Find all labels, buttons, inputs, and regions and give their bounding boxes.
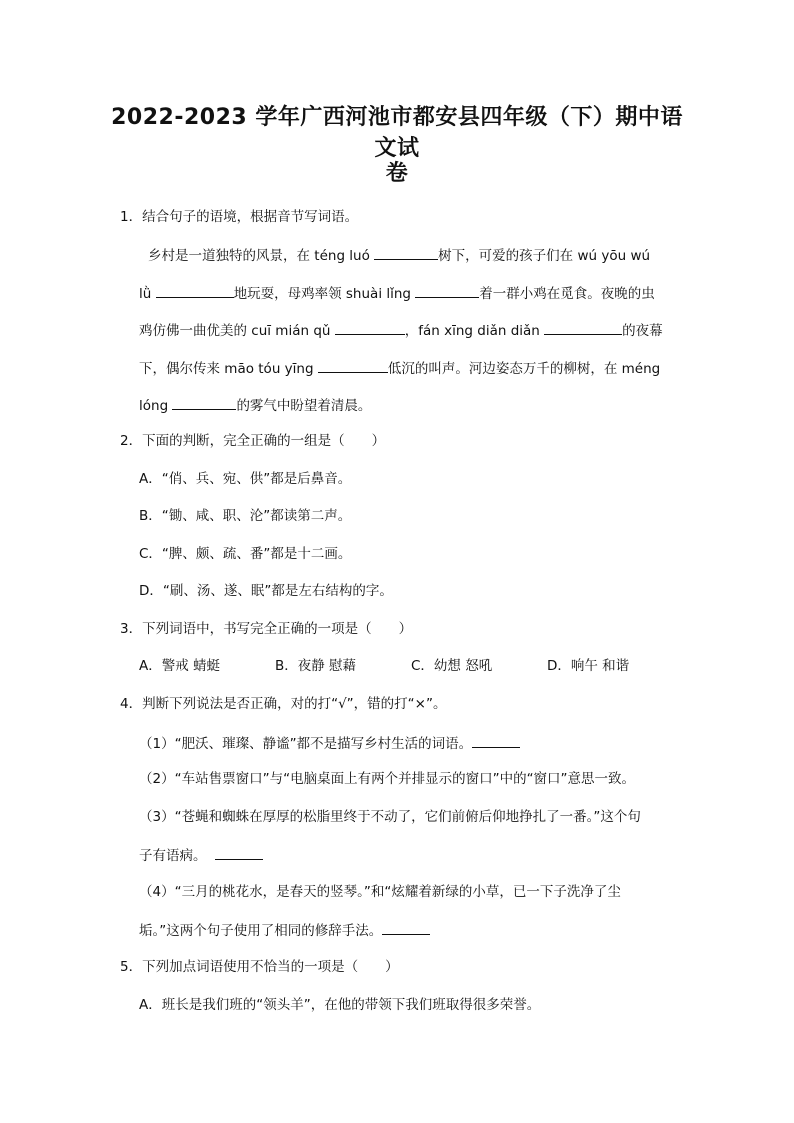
- q1-text: lóng: [139, 398, 173, 414]
- q5-stem: 5．下列加点词语使用不恰当的一项是（ ）: [120, 959, 399, 975]
- q3-option-c[interactable]: C．幼想 怒吼: [411, 658, 493, 674]
- q4-text: （1）“肥沃、璀璨、静谧”都不是描写乡村生活的词语。: [139, 736, 473, 752]
- q2-option-d[interactable]: D．“刷、汤、遂、眠”都是左右结构的字。: [139, 583, 393, 599]
- q1-text: 鸡仿佛一曲优美的 cuī mián qǔ: [139, 323, 335, 339]
- q4-stem: 4．判断下列说法是否正确，对的打“√”，错的打“×”。: [120, 696, 447, 712]
- q4-statement-2: （2）“车站售票窗口”与“电脑桌面上有两个并排显示的窗口”中的“窗口”意思一致。: [139, 771, 636, 787]
- q1-line4: [139, 358, 660, 378]
- answer-blank[interactable]: [382, 920, 430, 935]
- q3-options: [139, 657, 629, 675]
- q1-text: 地玩耍，母鸡率领 shuài lǐng: [233, 286, 416, 302]
- exam-title-line2: 卷: [385, 161, 409, 186]
- q1-text: ，fán xīng diǎn diǎn: [404, 323, 545, 339]
- q4-text: 子有语病。: [139, 848, 207, 864]
- answer-blank[interactable]: [374, 245, 438, 260]
- answer-blank[interactable]: [544, 320, 622, 335]
- q2-stem: 2．下面的判断，完全正确的一组是（ ）: [120, 433, 386, 449]
- q2-option-a[interactable]: A．“俏、兵、宛、供”都是后鼻音。: [139, 471, 352, 487]
- answer-blank[interactable]: [472, 733, 520, 748]
- q4-statement-3: （3）“苍蝇和蜘蛛在厚厚的松脂里终于不动了，它们前俯后仰地挣扎了一番。”这个句: [139, 809, 641, 825]
- q4-statement-4-cont: [139, 920, 430, 940]
- q1-text: 的雾气中盼望着清晨。: [236, 398, 372, 414]
- q1-text: 低沉的叫声。河边姿态万千的柳树，在 méng: [387, 361, 661, 377]
- answer-blank[interactable]: [172, 395, 236, 410]
- answer-blank[interactable]: [335, 320, 405, 335]
- q1-stem: 1．结合句子的语境，根据音节写词语。: [120, 209, 359, 225]
- q1-text: 下，偶尔传来 māo tóu yīng: [139, 361, 318, 377]
- q3-option-a[interactable]: A．警戒 蜻蜓: [139, 658, 221, 674]
- q1-line5: [139, 395, 371, 415]
- q4-text: 垢。”这两个句子使用了相同的修辞手法。: [139, 923, 383, 939]
- q4-statement-3-cont: [139, 845, 263, 865]
- q1-text: 的夜幕: [622, 323, 663, 339]
- answer-blank[interactable]: [415, 283, 479, 298]
- q5-option-a[interactable]: A．班长是我们班的“领头羊”，在他的带领下我们班取得很多荣誉。: [139, 997, 541, 1013]
- q1-line3: [139, 320, 663, 340]
- q3-option-d[interactable]: D．响午 和谐: [547, 658, 630, 674]
- q1-text: 乡村是一道独特的风景，在 téng luó: [148, 248, 375, 264]
- q3-stem: 3．下列词语中，书写完全正确的一项是（ ）: [120, 621, 413, 637]
- q1-text: 树下，可爱的孩子们在 wú yōu wú: [438, 248, 651, 264]
- q1-line2: [139, 283, 655, 303]
- exam-title-line1: 2022-2023 学年广西河池市都安县四年级（下）期中语文试: [111, 105, 683, 161]
- q2-option-b[interactable]: B．“锄、咸、职、沦”都读第二声。: [139, 508, 352, 524]
- answer-blank[interactable]: [318, 358, 388, 373]
- q4-statement-4: （4）“三月的桃花水，是春天的竖琴。”和“炫耀着新绿的小草，已一下子洗净了尘: [139, 884, 621, 900]
- q3-option-b[interactable]: B．夜静 慰藉: [275, 658, 357, 674]
- answer-blank[interactable]: [156, 283, 234, 298]
- answer-blank[interactable]: [215, 845, 263, 860]
- q1-line1: [148, 245, 650, 265]
- q4-statement-1: [139, 733, 520, 753]
- q2-option-c[interactable]: C．“脾、颇、疏、番”都是十二画。: [139, 546, 352, 562]
- q1-text: 着一群小鸡在觅食。夜晚的虫: [479, 286, 655, 302]
- q1-text: lǜ: [139, 286, 156, 302]
